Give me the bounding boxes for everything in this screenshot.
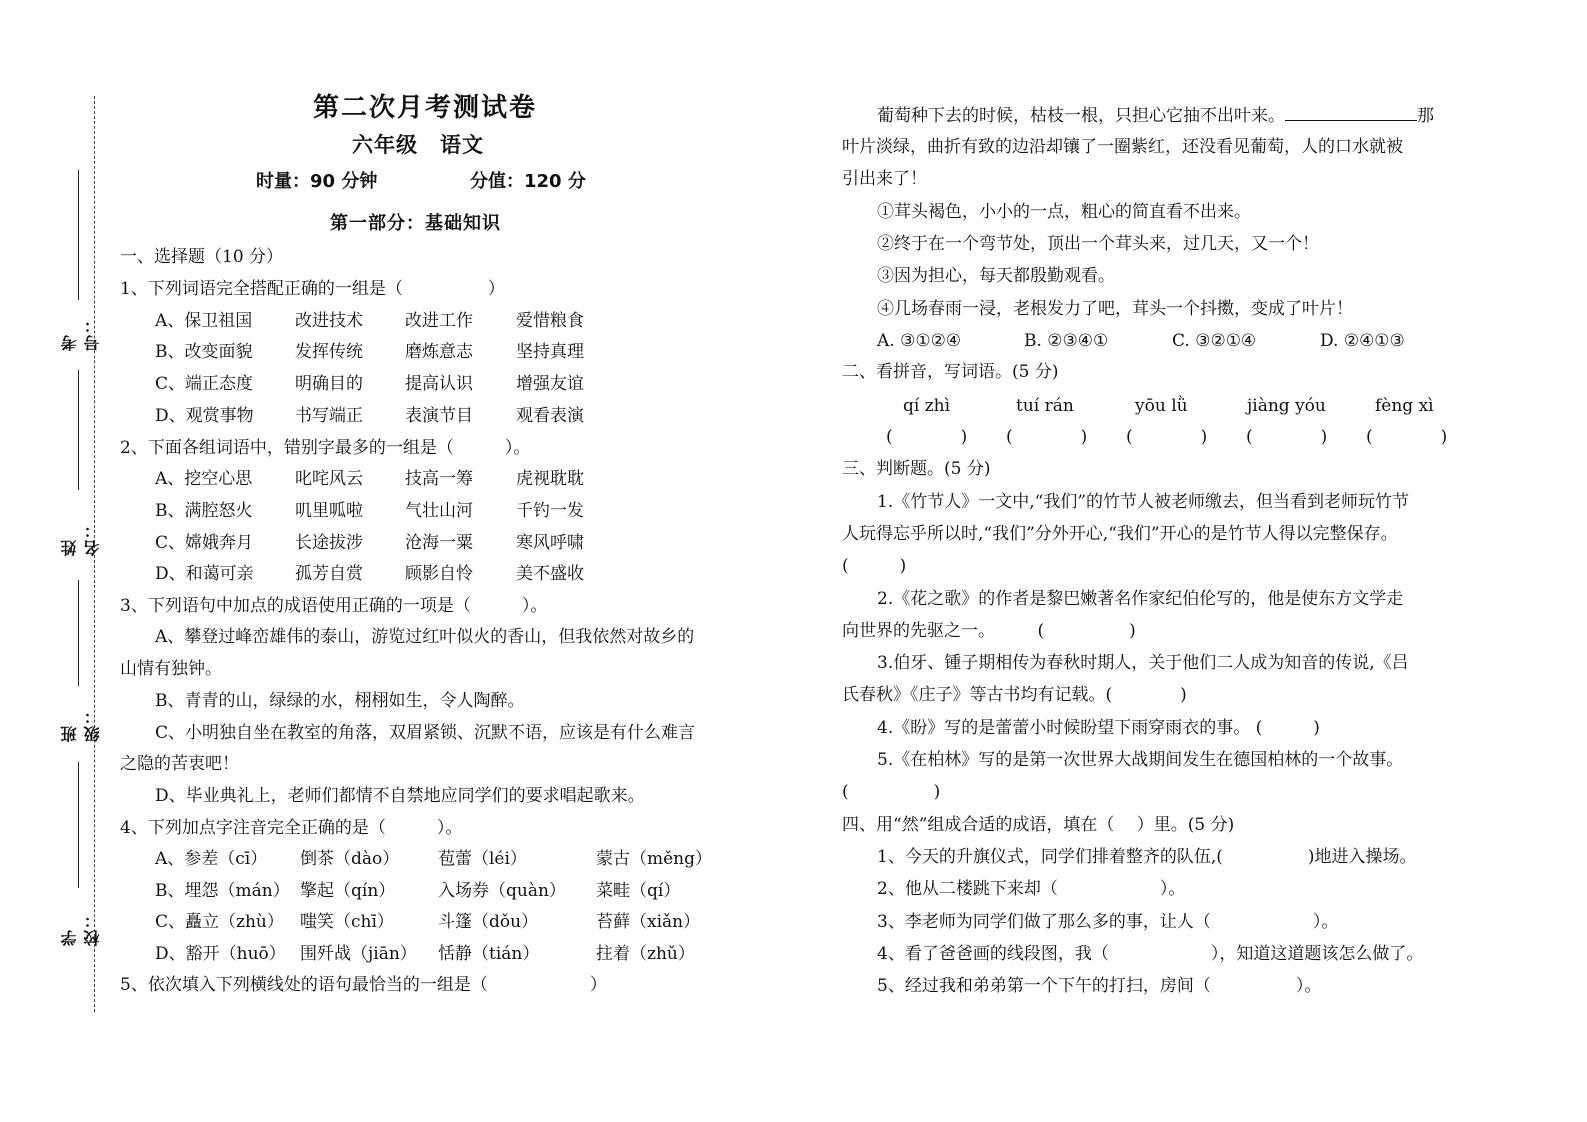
- section-judge-heading: 三、判断题。(5 分): [842, 459, 991, 479]
- option-text: D、和蔼可亲: [155, 564, 254, 584]
- name-line: [78, 580, 79, 686]
- section-idiom-heading: 四、用“然”组成合适的成语，填在（ ）里。(5 分): [842, 815, 1235, 835]
- option-text: 擎起（qín）: [300, 881, 396, 901]
- class-line: [78, 762, 79, 888]
- part-one-heading: 第一部分：基础知识: [330, 213, 501, 234]
- answer-parens: ( ): [1246, 427, 1328, 447]
- question-2: 2、下面各组词语中，错别字最多的一组是（ ）。: [120, 438, 531, 458]
- option-text: C、嫦娥奔月: [155, 533, 254, 553]
- question-3-option-b: B、青青的山，绿绿的水，栩栩如生，令人陶醉。: [155, 691, 525, 711]
- option-text: C、端正态度: [155, 374, 254, 394]
- option-text: 观看表演: [516, 406, 584, 426]
- answer-parens: ( ): [1006, 427, 1088, 447]
- sentence-3: ③因为担心，每天都殷勤观看。: [877, 266, 1115, 286]
- exam-no-label: 考号：: [60, 315, 102, 351]
- pinyin-text: qí zhì: [903, 396, 951, 416]
- option-text: 改进工作: [405, 311, 473, 331]
- option-text: A、挖空心思: [155, 469, 253, 489]
- page-title: 第二次月考测试卷: [313, 93, 538, 123]
- option-text: 苞蕾（léi）: [438, 849, 527, 869]
- answer-parens: ( ): [1126, 427, 1208, 447]
- fill-5: 5、经过我和弟弟第一个下午的打扫，房间（ ）。: [877, 976, 1322, 996]
- passage-line-1: [877, 106, 1434, 125]
- option-text: 入场券（quàn）: [438, 881, 566, 901]
- option-text: 提高认识: [405, 374, 473, 394]
- option-text: 明确目的: [295, 374, 363, 394]
- pinyin-text: yōu lǜ: [1135, 396, 1188, 416]
- option-text: 蒙古（měng）: [596, 849, 713, 869]
- option-text: D、观赏事物: [155, 406, 254, 426]
- option-text: 恬静（tián）: [438, 944, 540, 964]
- judge-2-line-2: 向世界的先驱之一。 ( ): [842, 621, 1136, 641]
- option-text: 斗篷（dǒu）: [438, 912, 539, 932]
- option-text: B、满腔怒火: [155, 501, 253, 521]
- judge-5-line-2: ( ): [842, 782, 941, 802]
- option-text: 气壮山河: [405, 501, 473, 521]
- judge-1-line-2: 人玩得忘乎所以时,“我们”分外开心,“我们”开心的是竹节人得以完整保存。: [842, 524, 1398, 544]
- option-text: 增强友谊: [516, 374, 584, 394]
- judge-3-line-2: 氏春秋》《庄子》等古书均有记载。( ): [842, 685, 1187, 705]
- answer-parens: ( ): [1366, 427, 1448, 447]
- question-3-option-a-cont: 山情有独钟。: [120, 659, 222, 679]
- passage-line-3: 引出来了！: [842, 169, 927, 189]
- school-label: 学校：: [60, 910, 102, 946]
- exam-time: 时量：90 分钟: [256, 171, 378, 192]
- option-text: 美不盛收: [516, 564, 584, 584]
- judge-5-line-1: 5.《在柏林》写的是第一次世界大战期间发生在德国柏林的一个故事。: [877, 750, 1404, 770]
- option-text: 顾影自怜: [405, 564, 473, 584]
- fill-1: 1、今天的升旗仪式，同学们排着整齐的队伍,( )地进入操场。: [877, 847, 1417, 867]
- option-text: 沧海一粟: [405, 533, 473, 553]
- grade-subject: 六年级 语文: [352, 133, 484, 157]
- question-3-option-a: A、攀登过峰峦雄伟的泰山，游览过红叶似火的香山，但我依然对故乡的: [155, 627, 695, 647]
- choice-option: A. ③①②④: [877, 331, 962, 351]
- choice-option: C. ③②①④: [1172, 331, 1257, 351]
- option-text: 嗤笑（chī）: [300, 912, 394, 932]
- fill-4: 4、看了爸爸画的线段图，我（ ），知道这道题该怎么做了。: [877, 944, 1424, 964]
- question-3-option-c: C、小明独自坐在教室的角落，双眉紧锁、沉默不语，应该是有什么难言: [155, 723, 696, 743]
- option-text: 千钓一发: [516, 501, 584, 521]
- option-text: 爱惜粮食: [516, 311, 584, 331]
- judge-4: 4.《盼》写的是蕾蕾小时候盼望下雨穿雨衣的事。 ( ): [877, 718, 1320, 738]
- option-text: 技高一筹: [405, 469, 473, 489]
- name-label: 姓名：: [60, 520, 102, 556]
- option-text: 书写端正: [295, 406, 363, 426]
- option-text: D、豁开（huō）: [155, 944, 286, 964]
- passage-line-2: 叶片淡绿，曲折有致的边沿却镶了一圈紫红，还没看见葡萄，人的口水就被: [842, 137, 1403, 157]
- option-text: 寒风呼啸: [516, 533, 584, 553]
- option-text: 表演节目: [405, 406, 473, 426]
- option-text: B、改变面貌: [155, 342, 253, 362]
- question-4: 4、下列加点字注音完全正确的是（ ）。: [120, 818, 463, 838]
- passage-line-1-text: 葡萄种下去的时候，枯枝一根，只担心它抽不出叶来。: [877, 106, 1285, 126]
- sentence-4: ④几场春雨一浸，老根发力了吧，茸头一个抖擞，变成了叶片！: [877, 299, 1353, 319]
- option-text: A、保卫祖国: [155, 311, 253, 331]
- option-text: 叱咤风云: [295, 469, 363, 489]
- option-text: 虎视耽耽: [516, 469, 584, 489]
- question-3-option-c-cont: 之隐的苦衷吧！: [120, 754, 239, 774]
- option-text: 菜畦（qí）: [596, 881, 681, 901]
- option-text: 倒茶（dào）: [300, 849, 400, 869]
- section-pinyin-heading: 二、看拼音，写词语。(5 分): [842, 362, 1059, 382]
- option-text: B、埋怨（mán）: [155, 881, 290, 901]
- pinyin-text: tuí rán: [1016, 396, 1074, 416]
- section-choice-heading: 一、选择题（10 分）: [120, 247, 284, 267]
- question-3: 3、下列语句中加点的成语使用正确的一项是（ ）。: [120, 596, 548, 616]
- answer-blank: [1285, 106, 1417, 121]
- option-text: C、矗立（zhù）: [155, 912, 284, 932]
- judge-2-line-1: 2.《花之歌》的作者是黎巴嫩著名作家纪伯伦写的，他是使东方文学走: [877, 589, 1404, 609]
- option-text: 围歼战（jiān）: [300, 944, 417, 964]
- exam-no-line-lower: [78, 370, 79, 490]
- exam-no-line: [78, 170, 79, 300]
- fill-3: 3、李老师为同学们做了那么多的事，让人（ ）。: [877, 912, 1339, 932]
- sentence-1: ①茸头褐色，小小的一点，粗心的简直看不出来。: [877, 202, 1251, 222]
- sentence-2: ②终于在一个弯节处，顶出一个茸头来，过几天，又一个！: [877, 234, 1319, 254]
- option-text: 发挥传统: [295, 342, 363, 362]
- exam-score: 分值：120 分: [470, 171, 586, 192]
- option-text: A、参差（cī）: [155, 849, 268, 869]
- judge-3-line-1: 3.伯牙、锺子期相传为春秋时期人，关于他们二人成为知音的传说,《吕: [877, 653, 1409, 673]
- option-text: 叽里呱啦: [295, 501, 363, 521]
- option-text: 长途拔涉: [295, 533, 363, 553]
- class-label: 班级：: [60, 706, 102, 742]
- judge-1-line-1: 1.《竹节人》一文中,“我们”的竹节人被老师缴去，但当看到老师玩竹节: [877, 492, 1410, 512]
- answer-parens: ( ): [886, 427, 968, 447]
- fill-2: 2、他从二楼跳下来却（ ）。: [877, 879, 1186, 899]
- question-1: 1、下列词语完全搭配正确的一组是（ ）: [120, 279, 505, 299]
- choice-option: D. ②④①③: [1320, 331, 1405, 351]
- option-text: 苔藓（xiǎn）: [596, 912, 701, 932]
- option-text: 坚持真理: [516, 342, 584, 362]
- option-text: 孤芳自赏: [295, 564, 363, 584]
- question-5: 5、依次填入下列横线处的语句最恰当的一组是（ ）: [120, 975, 607, 995]
- choice-option: B. ②③④①: [1024, 331, 1109, 351]
- option-text: 改进技术: [295, 311, 363, 331]
- pinyin-text: jiàng yóu: [1247, 396, 1326, 416]
- option-text: 拄着（zhǔ）: [596, 944, 695, 964]
- option-text: 磨炼意志: [405, 342, 473, 362]
- pinyin-text: fèng xì: [1375, 396, 1434, 416]
- passage-line-1-end: 那: [1417, 106, 1434, 126]
- question-3-option-d: D、毕业典礼上，老师们都情不自禁地应同学们的要求唱起歌来。: [155, 786, 645, 806]
- judge-1-line-3: ( ): [842, 556, 907, 576]
